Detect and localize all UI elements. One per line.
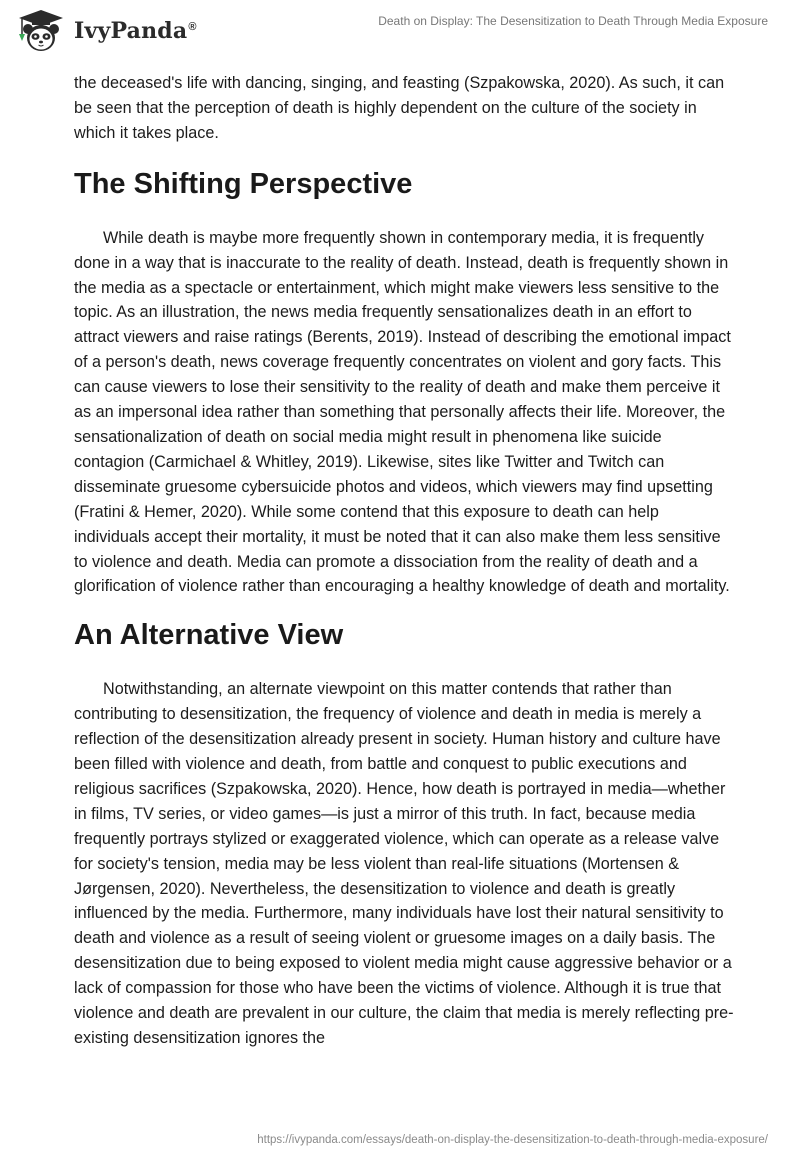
- logo-text: IvyPanda®: [74, 18, 197, 44]
- intro-paragraph: the deceased's life with dancing, singing, and feasting (Szpakowska, 2020). As such, it can be seen that the perception of death is highly dependent on the culture of the society in which it takes place.: [74, 74, 725, 142]
- essay-content: [74, 71, 734, 1051]
- section-paragraph-alternative-view: Notwithstanding, an alternate viewpoint on this matter contends that rather than contributing to desensitization, the frequency of violence and death in media is merely a reflection of the desensitization already present in society. Human history and culture have been filled with violence and death, from battle and conquest to public executions and religious sacrifices (Szpakowska, 2020). Hence, how death is portrayed in media—whether in films, TV series, or video games—is just a mirror of this truth. In fact, because media frequently portrays stylized or exaggerated violence, which can operate as a release valve for society's tension, media may be less violent than real-life situations (Mortensen & Jørgensen, 2020). Nevertheless, the desensitization to violence and death is greatly influenced by the media. Furthermore, many individuals have lost their natural sensitivity to death and violence as a result of seeing violent or gruesome images on a daily basis. The desensitization due to being exposed to violent media might cause aggressive behavior or a lack of compassion for those who have been the victims of violence. Although it is true that violence and death are prevalent in our culture, the claim that media is merely reflecting pre-existing desensitization ignores the: [74, 680, 734, 1047]
- section-heading-shifting-perspective: The Shifting Perspective: [74, 167, 413, 200]
- logo[interactable]: [14, 8, 197, 54]
- panda-graduate-icon: [14, 8, 68, 54]
- section-paragraph-shifting-perspective: While death is maybe more frequently shown in contemporary media, it is frequently done in a way that is inaccurate to the reality of death. Instead, death is frequently shown in the media as a spectacle or entertainment, which might make viewers less sensitive to the topic. As an illustration, the news media frequently sensationalizes death in an effort to attract viewers and raise ratings (Berents, 2019). Instead of describing the emotional impact of a person's death, news coverage frequently concentrates on violent and gory facts. This can cause viewers to lose their sensitivity to the reality of death and make them perceive it as an impersonal idea rather than something that personally affects their life. Moreover, the sensationalization of death on social media might result in phenomena like suicide contagion (Carmichael & Whitley, 2019). Likewise, sites like Twitter and Twitch can disseminate gruesome cybersuicide photos and videos, which viewers may find upsetting (Fratini & Hemer, 2020). While some contend that this exposure to death can help individuals accept their mortality, it must be noted that it can also make them less sensitive to violence and death. Media can promote a dissociation from the reality of death and a glorification of violence rather than encouraging a healthy knowledge of death and mortality.: [74, 228, 731, 596]
- section-heading-alternative-view: An Alternative View: [74, 619, 344, 652]
- source-url[interactable]: https://ivypanda.com/essays/death-on-display-the-desensitization-to-death-through-media-exposure/: [257, 1134, 768, 1146]
- page-header: [0, 0, 800, 60]
- document-title: Death on Display: The Desensitization to Death Through Media Exposure: [378, 14, 768, 28]
- registered-mark: ®: [188, 20, 197, 33]
